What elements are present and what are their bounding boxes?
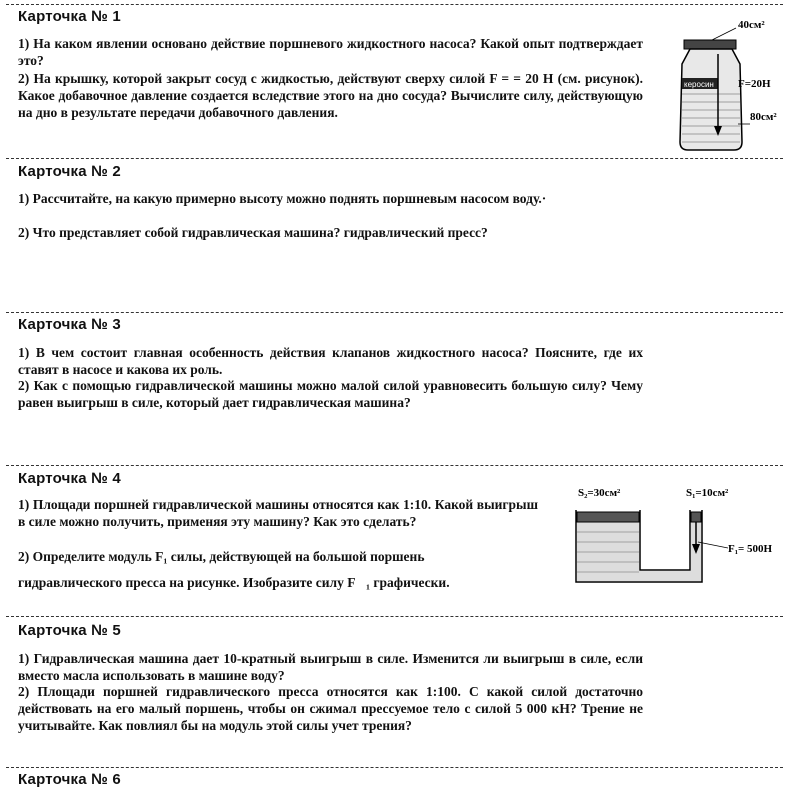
card-5-question-2: 2) Площади поршней гидравлического пресса относятся как 1:100. С какой силой достаточно действовать на его малый поршень, чтобы он сжимал прессуемое тело с силой 5 000 кН? Трение не учитывайте. Как повлиял бы на модуль этой силы учет трения? [18, 684, 643, 733]
card-5-title: Карточка № 5 [18, 622, 121, 639]
card-separator [6, 616, 783, 617]
card-separator [6, 465, 783, 466]
card-3-question-2: 2) Как с помощью гидравлической машины можно малой силой уравновесить большую силу? Чему равен выигрыш в силе, который дает гидравлическая машина? [18, 378, 643, 410]
card-2-question-2: 2) Что представляет собой гидравлическая машина? гидравлический пресс? [18, 225, 488, 240]
card-2-title: Карточка № 2 [18, 163, 121, 180]
card-6-title: Карточка № 6 [18, 771, 121, 788]
hydraulic-press-figure [568, 482, 786, 592]
card-4-question-1: 1) Площади поршней гидравлической машины относятся как 1:10. Какой выигрыш в силе можно получить, применяя эту машину? Как это сделать? [18, 497, 538, 529]
card-3-question-1: 1) В чем состоит главная особенность действия клапанов жидкостного насоса? Поясните, где их ставят в насосе и какова их роль. [18, 345, 643, 377]
card-4-question-2a: 2) Определите модуль F₁ силы, действующей на большой поршень [18, 549, 425, 564]
liquid-label: керосин [684, 80, 714, 89]
card-separator [6, 158, 783, 159]
card-4-title: Карточка № 4 [18, 470, 121, 487]
card-2-question-1: 1) Рассчитайте, на какую примерно высоту можно поднять поршневым насосом воду.· [18, 191, 547, 206]
card-5-question-1: 1) Гидравлическая машина дает 10-кратный выигрыш в силе. Изменится ли выигрыш в силе, если вместо масла использовать в машине воду? [18, 651, 643, 683]
card-separator [6, 4, 783, 5]
card-separator [6, 312, 783, 313]
card-4-question-2b: гидравлического пресса на рисунке. Изобразите силу F⃗₁ графически. [18, 575, 450, 590]
card-1-question-1: 1) На каком явлении основано действие поршневого жидкостного насоса? Какой опыт подтверждает это? [18, 36, 643, 68]
card-1-title: Карточка № 1 [18, 8, 121, 25]
force-f1-label: F₁= 500Н [728, 543, 773, 555]
vessel-figure [660, 14, 785, 159]
card-3-title: Карточка № 3 [18, 316, 121, 333]
area-bottom-label: 80см² [750, 111, 777, 123]
area-top-label: 40см² [738, 19, 765, 31]
force-label: F=20Н [738, 78, 771, 90]
s2-label: S₂=30см² [578, 487, 621, 499]
card-separator [6, 767, 783, 768]
card-1-question-2: 2) На крышку, которой закрыт сосуд с жидкостью, действуют сверху силой F = = 20 Н (см. рисунок). Какое добавочное давление создается вследствие этого на дно сосуда? Вычислите силу, действующую на дно в результате передачи добавочного давления. [18, 71, 643, 120]
s1-label: S₁=10см² [686, 487, 729, 499]
